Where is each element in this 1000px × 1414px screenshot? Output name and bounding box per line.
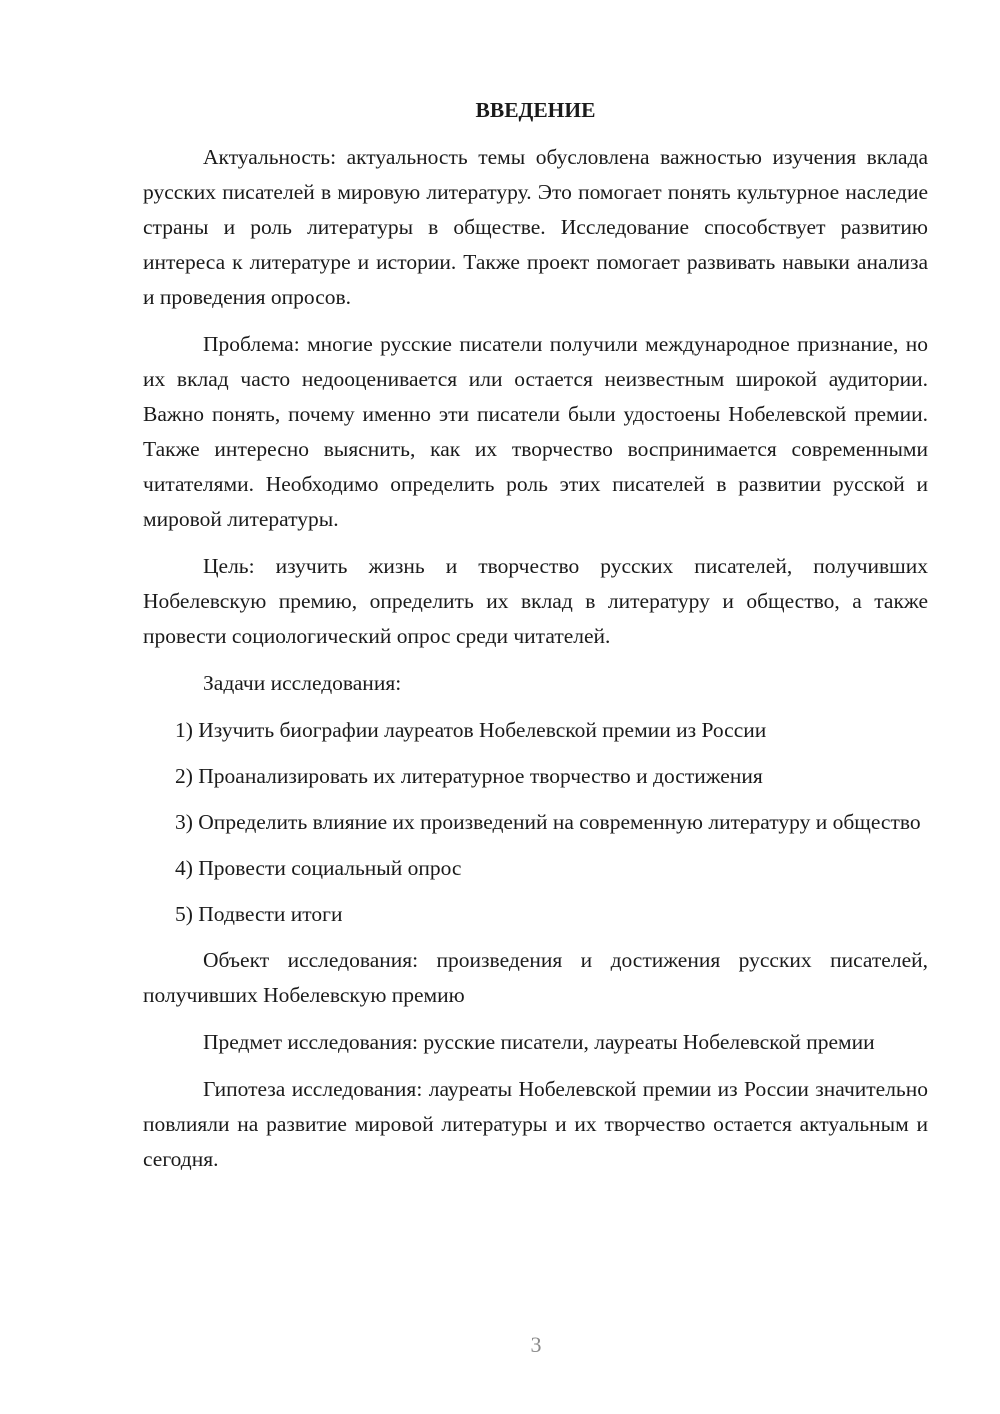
task-item: 2) Проанализировать их литературное творчество и достижения bbox=[175, 764, 763, 788]
page-number: 3 bbox=[530, 1332, 542, 1357]
task-item: 1) Изучить биографии лауреатов Нобелевской премии из России bbox=[175, 718, 767, 742]
task-item: 3) Определить влияние их произведений на современную литературу и общество bbox=[175, 810, 921, 834]
task-item: 4) Провести социальный опрос bbox=[175, 856, 462, 880]
subject-paragraph: Предмет исследования: русские писатели, лауреаты Нобелевской премии bbox=[203, 1030, 875, 1054]
hypothesis-paragraph: Гипотеза исследования: лауреаты Нобелевской премии из России значительно повлияли на развитие мировой литературы и их творчество остается актуальным и сегодня. bbox=[143, 1077, 928, 1171]
page-title: ВВЕДЕНИЕ bbox=[475, 98, 596, 122]
task-item: 5) Подвести итоги bbox=[175, 902, 343, 926]
relevance-paragraph: Актуальность: актуальность темы обусловлена важностью изучения вклада русских писателей в мировую литературу. Это помогает понять культурное наследие страны и роль литературы в обществе. Исследование способствует развитию интереса к литературе и истории. Также проект помогает развивать навыки анализа и проведения опросов. bbox=[143, 145, 928, 309]
document-page bbox=[143, 93, 928, 1189]
tasks-heading: Задачи исследования: bbox=[203, 671, 402, 695]
object-paragraph: Объект исследования: произведения и достижения русских писателей, получивших Нобелевскую премию bbox=[143, 948, 928, 1007]
problem-paragraph: Проблема: многие русские писатели получили международное признание, но их вклад часто недооценивается или остается неизвестным широкой аудитории. Важно понять, почему именно эти писатели были удостоены Нобелевской премии. Также интересно выяснить, как их творчество воспринимается современными читателями. Необходимо определить роль этих писателей в развитии русской и мировой литературы. bbox=[143, 332, 928, 531]
goal-paragraph: Цель: изучить жизнь и творчество русских писателей, получивших Нобелевскую премию, определить их вклад в литературу и общество, а также провести социологический опрос среди читателей. bbox=[143, 554, 928, 648]
